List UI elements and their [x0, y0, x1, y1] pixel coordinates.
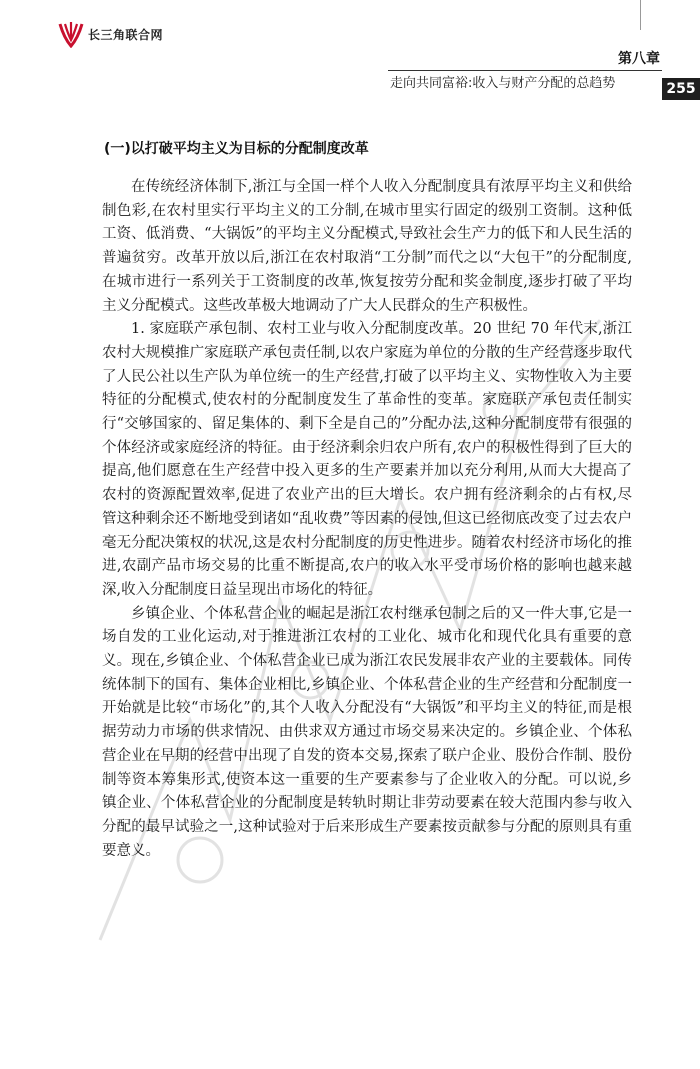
paragraph-3: 乡镇企业、个体私营企业的崛起是浙江农村继承包制之后的又一件大事,它是一场自发的工业化运动,对于推进浙江农村的工业化、城市化和现代化具有重要的意义。现在,乡镇企业、个体私营企业已成为浙江农民发展非农产业的主要载体。同传统体制下的国有、集体企业相比,乡镇企业、个体私营企业的生产经营和分配制度一开始就是比较“市场化”的,其个人收入分配没有“大锅饭”和平均主义的特征,而是根据劳动力市场的供求情况、由供求双方通过市场交易来决定的。乡镇企业、个体私营企业在早期的经营中出现了自发的资本交易,探索了联户企业、股份合作制、股份制等资本筹集形式,使资本这一重要的生产要素参与了企业收入的分配。可以说,乡镇企业、个体私营企业的分配制度是转轨时期让非劳动要素在较大范围内参与收入分配的最早试验之一,这种试验对于后来形成生产要素按贡献参与分配的原则具有重要意义。	[102, 605, 632, 859]
paragraph-1: 在传统经济体制下,浙江与全国一样个人收入分配制度具有浓厚平均主义和供给制色彩,在农村里实行平均主义的工分制,在城市里实行固定的级别工资制。这种低工资、低消费、“大锅饭”的平均主义分配模式,导致社会生产力的低下和人民生活的普遍贫穷。改革开放以后,浙江在农村取消“工分制”而代之以“大包干”的分配制度,在城市进行一系列关于工资制度的改革,恢复按劳分配和奖金制度,逐步打破了平均主义分配模式。这些改革极大地调动了广大人民群众的生产积极性。	[102, 179, 632, 314]
crop-mark	[640, 0, 645, 30]
chapter-label: 第八章	[618, 51, 660, 67]
chapter-header	[618, 48, 662, 68]
running-title: 走向共同富裕:收入与财产分配的总趋势	[390, 76, 616, 91]
section-heading: (一)以打破平均主义为目标的分配制度改革	[104, 141, 369, 157]
logo-icon	[58, 20, 84, 48]
header-rule	[388, 70, 662, 71]
logo-text: 长三角联合网	[88, 27, 164, 42]
paragraph-2: 1. 家庭联产承包制、农村工业与收入分配制度改革。20 世纪 70 年代末,浙江农村大规模推广家庭联产承包责任制,以农户家庭为单位的分散的生产经营逐步取代了人民公社以生产队为单位统一的生产经营,打破了以平均主义、实物性收入为主要特征的分配模式,使农村的分配制度发生了革命性的变革。家庭联产承包责任制实行“交够国家的、留足集体的、剩下全是自己的”分配办法,这种分配制度带有很强的个体经济或家庭经济的特征。由于经济剩余归农户所有,农户的积极性得到了巨大的提高,他们愿意在生产经营中投入更多的生产要素并加以充分利用,从而大大提高了农村的资源配置效率,促进了农业产出的巨大增长。农户拥有经济剩余的占有权,尽管这种剩余还不断地受到诸如“乱收费”等因素的侵蚀,但这已经彻底改变了过去农户毫无分配决策权的状况,这是农村分配制度的历史性进步。随着农村经济市场化的推进,农副产品市场交易的比重不断提高,农户的收入水平受市场价格的影响也越来越深,收入分配制度日益呈现出市场化的特征。	[102, 321, 632, 598]
site-logo	[58, 20, 163, 48]
page-number: 255	[662, 78, 700, 100]
body-text	[102, 176, 632, 863]
